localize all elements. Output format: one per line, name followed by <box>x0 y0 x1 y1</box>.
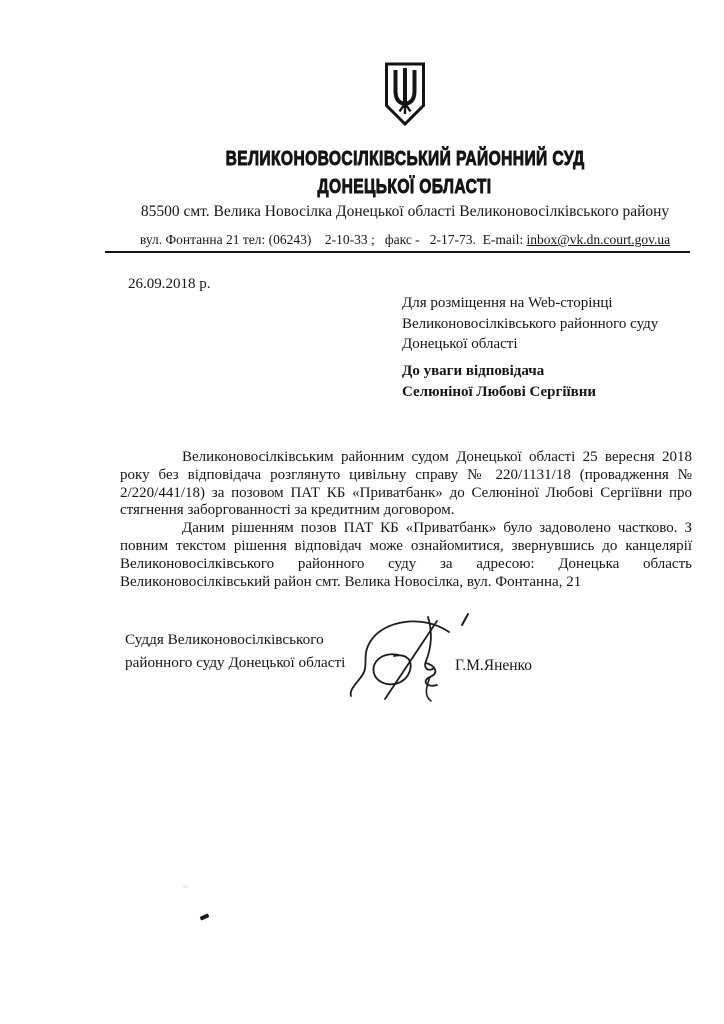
court-name-line1-row <box>86 148 724 171</box>
court-name-line2: ДОНЕЦЬКОЇ ОБЛАСТІ <box>318 176 492 198</box>
ukraine-trident-emblem-icon <box>383 61 427 128</box>
body-paragraph-1: Великоновосілківським районним судом Донецької області 25 вересня 2018 року без відповідача розглянуто цивільну справу № 220/1131/18 (провадження № 2/220/441/18) за позовом ПАТ КБ «Приватбанк» до Селюніної Любові Сергіївни про стягнення заборгованності за кредитним договором. <box>120 449 692 519</box>
court-name-line2-row <box>86 176 724 199</box>
attention-line-1: До уваги відповідача <box>402 363 545 379</box>
judge-title-line-1: Суддя Великоновосілківського <box>125 631 324 648</box>
recipient-line-2: Великоновосілківського районного суду <box>402 315 659 332</box>
letterhead-divider <box>105 251 690 253</box>
court-contact-line <box>86 232 724 248</box>
scan-speck-dark <box>200 913 210 920</box>
judge-title-block <box>125 629 345 674</box>
court-name-line1: ВЕЛИКОНОВОСІЛКІВСЬКИЙ РАЙОННИЙ СУД <box>225 148 585 170</box>
attention-line-2: Селюніної Любові Сергіївни <box>402 384 597 400</box>
letter-date: 26.09.2018 р. <box>128 276 211 292</box>
body-paragraph-2: Даним рішенням позов ПАТ КБ «Приватбанк» було задоволено частково. З повним текстом рішення відповідач може ознайомитися, звернувшись до канцелярії Великоновосілківського районного суду за адресою: Донецька область Великоновосілківський район смт. Велика Новосілка, вул. Фонтанна, 21 <box>120 520 692 590</box>
court-address: 85500 смт. Велика Новосілка Донецької області Великоновосілківського району <box>140 203 670 220</box>
judge-title-line-2: районного суду Донецької області <box>125 653 346 671</box>
court-email: inbox@vk.dn.court.gov.ua <box>526 232 671 247</box>
recipient-block <box>402 293 658 355</box>
scan-speck-faint <box>183 885 188 888</box>
recipient-line-1: Для розміщення на Web-сторінці <box>402 295 613 311</box>
judge-name: Г.М.Яненко <box>455 657 533 674</box>
attention-block <box>402 361 596 403</box>
letter-body <box>120 449 692 591</box>
court-contact-text: вул. Фонтанна 21 тел: (06243) 2-10-33 ; факс - 2-17-73. E-mail: <box>139 232 527 247</box>
recipient-line-3: Донецької області <box>402 336 518 352</box>
